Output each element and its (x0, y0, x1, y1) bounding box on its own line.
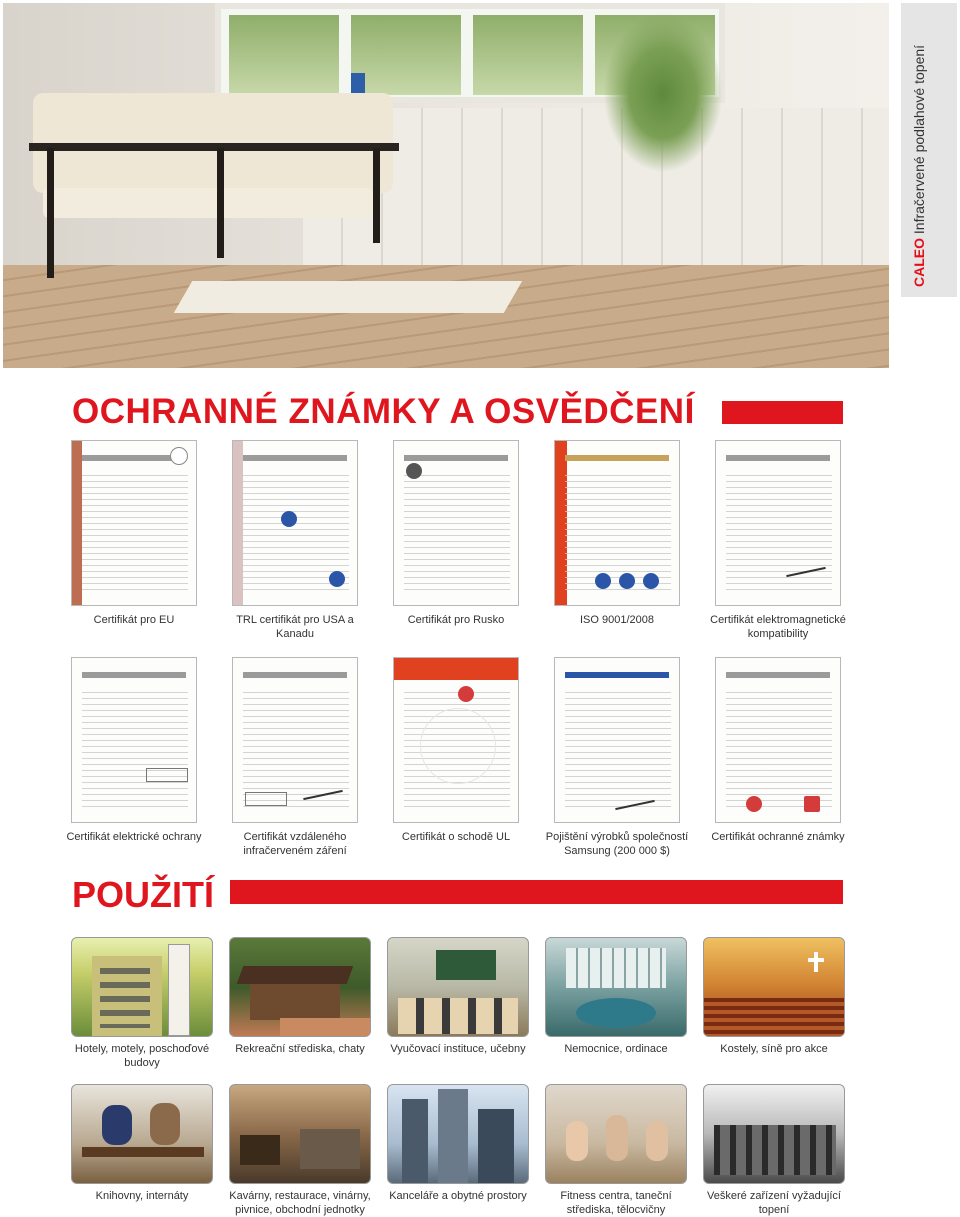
brand-side-tab (901, 3, 957, 297)
brand-tagline (911, 12, 947, 287)
caption-use-resorts: Rekreační střediska, chaty (235, 1043, 365, 1055)
certificate-iso (554, 440, 680, 606)
title-accent-bar (722, 401, 843, 424)
certificate-emc (715, 440, 841, 606)
certificate-russia (393, 440, 519, 606)
photo-church (703, 937, 845, 1037)
section-title-certificates: OCHRANNÉ ZNÁMKY A OSVĚDČENÍ (72, 392, 695, 431)
caption-certificate-emc: Certifikát elektromagnetické kompatibility (710, 614, 846, 640)
usage-accent-bar (230, 880, 843, 904)
section-title-usage: POUŽITÍ (72, 874, 214, 915)
caption-use-schools: Vyučovací instituce, učebny (390, 1043, 526, 1055)
photo-cafe (229, 1084, 371, 1184)
photo-resort (229, 937, 371, 1037)
caption-certificate-far-infrared: Certifikát vzdáleného infračerveném záření (243, 831, 347, 857)
photo-library (71, 1084, 213, 1184)
photo-hotel (71, 937, 213, 1037)
caption-certificate-iso: ISO 9001/2008 (579, 614, 654, 626)
certificate-far-infrared (232, 657, 358, 823)
caption-certificate-trademark: Certifikát ochranné známky (711, 831, 845, 843)
photo-hospital (545, 937, 687, 1037)
brand-name: CALEO (911, 238, 927, 287)
caption-use-hospitals: Nemocnice, ordinace (564, 1043, 668, 1055)
certificate-electrical (71, 657, 197, 823)
caption-use-hotels: Hotely, motely, poschoďové budovy (74, 1043, 210, 1069)
photo-fitness (545, 1084, 687, 1184)
brand-subtitle: Infračervené podlahové topení (911, 44, 927, 235)
caption-certificate-samsung-insurance: Pojištění výrobků společností Samsung (200 000 $) (545, 831, 689, 857)
photo-classroom (387, 937, 529, 1037)
caption-certificate-russia: Certifikát pro Rusko (407, 614, 505, 626)
certificate-trl (232, 440, 358, 606)
certificate-samsung-insurance (554, 657, 680, 823)
caption-use-churches: Kostely, síně pro akce (720, 1043, 828, 1055)
certificate-ul (393, 657, 519, 823)
caption-use-fitness: Fitness centra, taneční střediska, tělocvičny (560, 1190, 672, 1216)
certificate-trademark (715, 657, 841, 823)
photo-heated-facilities (703, 1084, 845, 1184)
hero-photo (3, 3, 889, 368)
caption-use-cafes: Kavárny, restaurace, vinárny, pivnice, obchodní jednotky (229, 1190, 371, 1216)
caption-certificate-ul: Certifikát o schodě UL (401, 831, 511, 843)
certificate-eu (71, 440, 197, 606)
caption-certificate-trl: TRL certifikát pro USA a Kanadu (236, 614, 354, 640)
caption-certificate-eu: Certifikát pro EU (93, 614, 175, 626)
caption-use-libraries: Knihovny, internáty (95, 1190, 189, 1202)
caption-certificate-electrical: Certifikát elektrické ochrany (66, 831, 202, 843)
photo-offices (387, 1084, 529, 1184)
caption-use-offices: Kanceláře a obytné prostory (389, 1190, 527, 1202)
caption-use-all-heating: Veškeré zařízení vyžadující topení (707, 1190, 841, 1216)
